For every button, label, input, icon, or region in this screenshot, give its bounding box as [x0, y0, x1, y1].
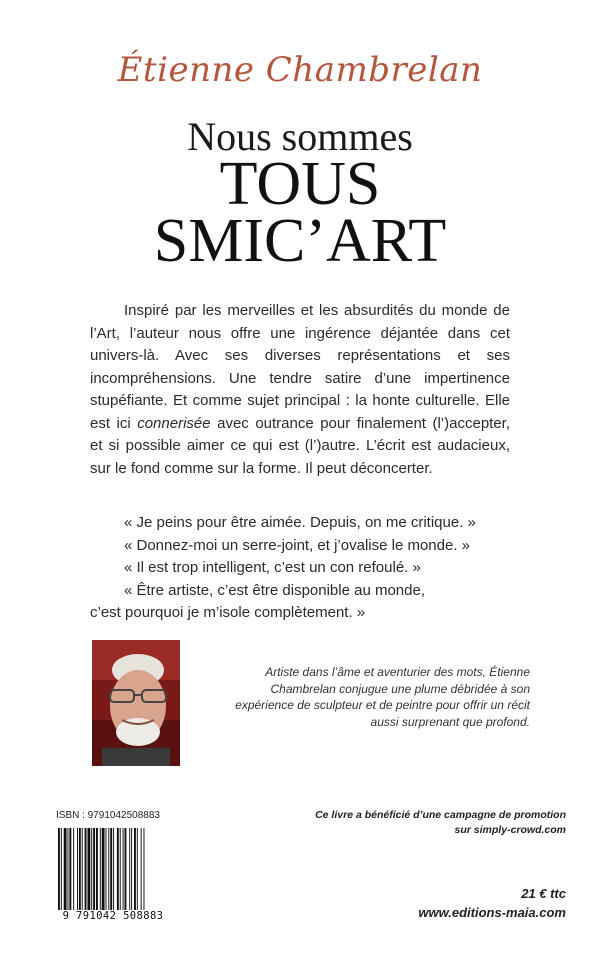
barcode-bar	[93, 828, 95, 910]
barcode-bar	[91, 828, 92, 910]
isbn-label: ISBN : 9791042508883	[56, 810, 160, 821]
barcode-bar	[73, 828, 74, 910]
barcode-bar	[77, 828, 78, 910]
quote-4: « Être artiste, c’est être disponible au monde,	[124, 581, 425, 599]
barcode-digits: 9 791042 508883	[56, 910, 170, 922]
publisher-website: www.editions-maia.com	[418, 905, 566, 920]
barcode-bar	[69, 828, 71, 910]
barcode-bar	[144, 828, 145, 910]
blurb-text-1: Inspiré par les merveilles et les absurdités du monde de l’Art, l’auteur nous offre une ingérence déjantée dans cet univers-là. Avec ses diverses représentations et ses incompréhensions. Une tendre satire d’une impertinence stupéfiante. Et comme sujet principal : la honte culturelle. Elle est ici	[90, 302, 510, 432]
barcode-bar	[113, 828, 114, 910]
barcode-bar	[137, 828, 138, 910]
barcode-bar	[110, 828, 112, 910]
barcode-bar	[120, 828, 121, 910]
promo-line-2: sur simply-crowd.com	[454, 824, 566, 836]
blurb	[90, 300, 510, 480]
barcode-bar	[108, 828, 109, 910]
barcode-bar	[129, 828, 130, 910]
barcode-bar	[117, 828, 119, 910]
barcode-bar	[134, 828, 136, 910]
barcode-bar	[141, 828, 142, 910]
barcode-bar	[100, 828, 101, 910]
quote-4-continued: c’est pourquoi je m’isole complètement. »	[90, 604, 366, 621]
promo-note	[300, 808, 566, 838]
author-bio: Artiste dans l’âme et aventurier des mots, Étienne Chambrelan conjugue une plume débridée à son expérience de sculpteur et de peintre pour offrir un récit aussi surprenant que profond.	[235, 665, 530, 729]
barcode-bar	[85, 828, 87, 910]
title-line-1: Nous sommes	[187, 114, 413, 159]
barcode-bar	[96, 828, 98, 910]
barcode-bar	[125, 828, 127, 910]
barcode-bar	[87, 828, 90, 910]
barcode-bar	[79, 828, 81, 910]
barcode-bar	[64, 828, 67, 910]
barcode-bar	[123, 828, 124, 910]
barcode-bar	[82, 828, 83, 910]
blurb-emphasis: connerisée	[137, 414, 211, 432]
barcode-bar	[61, 828, 62, 910]
quote-3: « Il est trop intelligent, c’est un con refoulé. »	[124, 559, 421, 576]
quote-2: « Donnez-moi un serre-joint, et j’ovalise le monde. »	[124, 536, 471, 554]
barcode-bar	[106, 828, 107, 910]
quote-1: « Je peins pour être aimée. Depuis, on me critique. »	[124, 514, 476, 531]
title-line-2: TOUS	[219, 150, 381, 218]
quotes	[90, 512, 510, 625]
title-line-3: SMIC’ART	[153, 207, 447, 275]
barcode-bar	[68, 828, 69, 910]
barcode-bar	[131, 828, 132, 910]
author-photo	[92, 640, 180, 766]
barcode-bar	[102, 828, 105, 910]
blurb-text-2: avec outrance pour finalement (l’)accepter, et si possible aimer ce qui est (l’)autre. L’écrit est audacieux, sur le fond comme sur la forme. Il peut déconcerter.	[90, 414, 511, 477]
promo-line-1: Ce livre a bénéficié d’une campagne de promotion	[315, 809, 566, 821]
author-name: Étienne Chambrelan	[117, 50, 483, 90]
price: 21 € ttc	[521, 886, 566, 901]
blurb-paragraph	[90, 300, 510, 480]
barcode-bar	[58, 828, 60, 910]
